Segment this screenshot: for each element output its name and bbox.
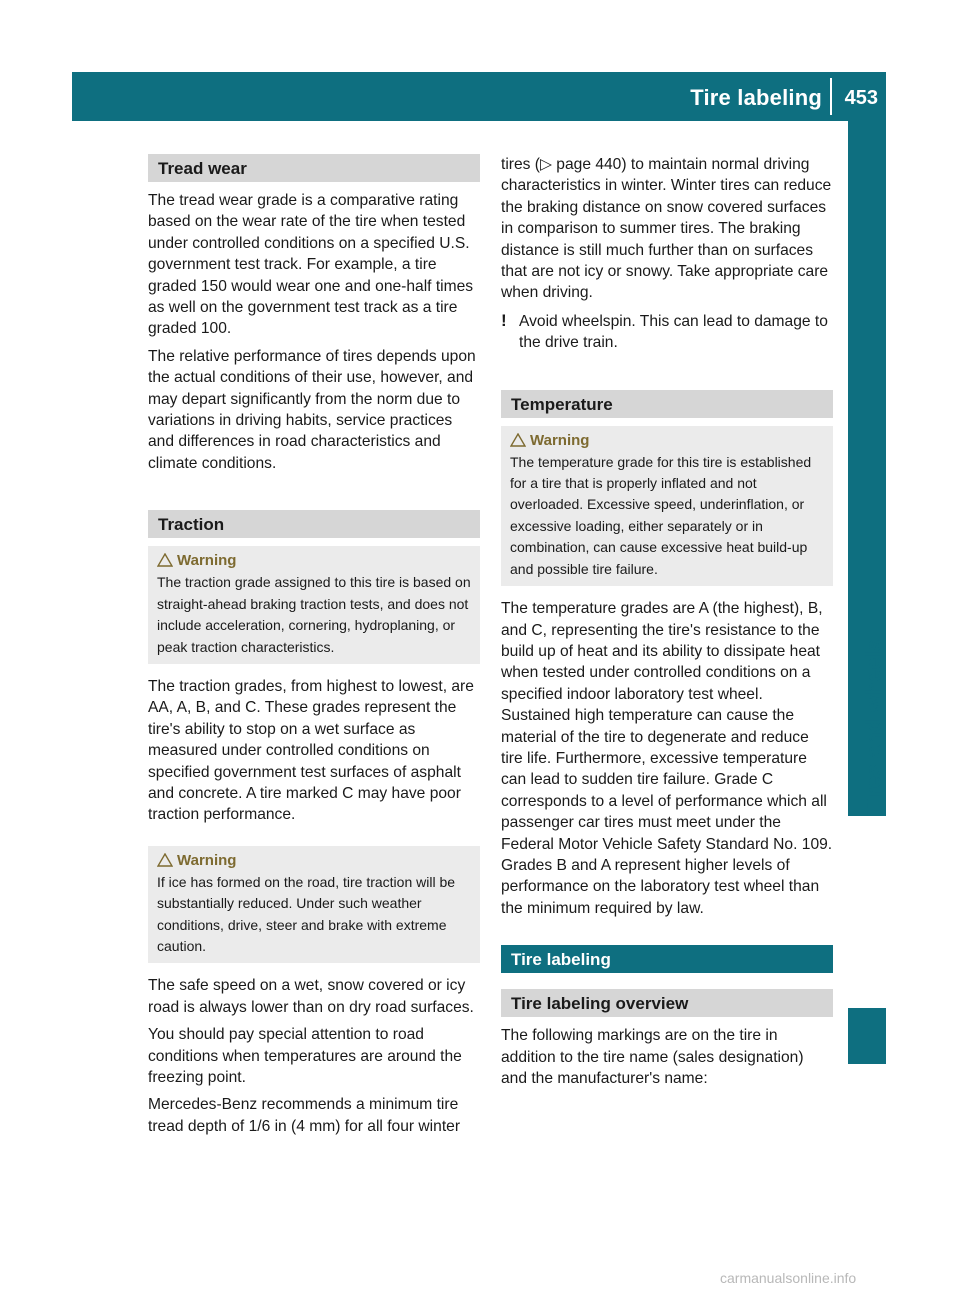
- warning-title: [157, 550, 471, 572]
- spacer: [501, 925, 833, 945]
- spacer: [148, 480, 480, 510]
- header-title: Tire labeling: [690, 85, 822, 110]
- note: [501, 310, 833, 354]
- warning-triangle-icon: [157, 553, 173, 567]
- section-heading-traction: Traction: [148, 510, 480, 538]
- paragraph: You should pay special attention to road conditions when temperatures are around the freezing point.: [148, 1026, 462, 1086]
- warning-title-text: Warning: [177, 851, 237, 869]
- spacer: [501, 360, 833, 390]
- header-divider: [830, 78, 832, 115]
- warning-triangle-icon: [157, 853, 173, 867]
- header-bar: [72, 72, 886, 121]
- warning-box: [148, 846, 480, 964]
- warning-text: The temperature grade for this tire is established for a tire that is properly inflated and not overloaded. Excessive speed, underinflation, or excessive loading, either separately or in combination, can cause excessive heat build-up and possible tire failure.: [510, 453, 812, 577]
- section-heading-tire-labeling: Tire labeling: [501, 945, 833, 973]
- paragraph: The temperature grades are A (the highest), B, and C, representing the tire's resistance to the build up of heat and its ability to dissipate heat when tested under controlled conditions on a specified indoor laboratory test wheel. Sustained high temperature can cause the material of the tire to degenerate and reduce tire life. Furthermore, excessive temperature can lead to sudden tire failure. Grade C corresponds to a level of performance which all passenger car tires must meet under the Federal Motor Vehicle Safety Standard No. 109. Grades B and A represent higher levels of performance on the laboratory test wheel than the minimum required by law.: [501, 600, 833, 917]
- warning-text: The traction grade assigned to this tire is based on straight-ahead braking traction tests, and does not include acceleration, cornering, hydroplaning, or peak traction characteristics.: [157, 574, 471, 655]
- warning-title: [510, 430, 824, 452]
- section-heading-temperature: Temperature: [501, 390, 833, 418]
- paragraph: tires (▷ page 440) to maintain normal driving characteristics in winter. Winter tires can reduce the braking distance on snow covered surfaces in comparison to summer tires. The braking distance is still much further than on surfaces that are not icy or snowy. Take appropriate care when driving.: [501, 156, 832, 302]
- warning-title-text: Warning: [177, 552, 237, 570]
- paragraph: The traction grades, from highest to lowest, are AA, A, B, and C. These grades represent the tire's ability to stop on a wet surface as measured under controlled conditions on specified government test surfaces of asphalt and concrete. A tire marked C may have poor traction performance.: [148, 677, 474, 824]
- spacer: [148, 832, 480, 846]
- paragraph: Mercedes-Benz recommends a minimum tire tread depth of 1/6 in (4 mm) for all four winter: [148, 1096, 461, 1135]
- page-number: 453: [844, 87, 878, 109]
- paragraph: The relative performance of tires depends upon the actual conditions of their use, however, and may depart significantly from the norm due to variations in driving habits, service practices and differences in road characteristics and climate conditions.: [148, 347, 476, 472]
- section-heading-tread-wear: Tread wear: [148, 154, 480, 182]
- warning-box: [501, 426, 833, 586]
- side-tab-label: Tires and wheels: [861, 639, 886, 816]
- warning-triangle-icon: [510, 433, 526, 447]
- side-marker: [848, 1008, 886, 1064]
- right-column: [501, 154, 833, 1095]
- warning-title: [157, 850, 471, 872]
- footer-watermark: carmanualsonline.info: [720, 1270, 857, 1286]
- spacer: [501, 981, 833, 989]
- warning-box: [148, 546, 480, 664]
- section-heading-tire-labeling-overview: Tire labeling overview: [501, 989, 833, 1017]
- left-column: [148, 154, 480, 1143]
- warning-title-text: Warning: [530, 431, 590, 449]
- paragraph: The tread wear grade is a comparative rating based on the wear rate of the tire when tested under controlled conditions on a specified U.S. government test track. For example, a tire graded 150 would wear one and one-half times as well on the government test track as a tire graded 100.: [148, 192, 474, 338]
- paragraph: The following markings are on the tire in addition to the tire name (sales designation) and the manufacturer's name:: [501, 1027, 804, 1087]
- paragraph: The safe speed on a wet, snow covered or icy road is always lower than on dry road surfaces.: [148, 977, 474, 1016]
- note-exclamation-icon: !: [501, 310, 507, 330]
- note-text: Avoid wheelspin. This can lead to damage to the drive train.: [519, 312, 828, 352]
- warning-text: If ice has formed on the road, tire traction will be substantially reduced. Under such weather conditions, drive, steer and brake with extreme caution.: [157, 873, 456, 954]
